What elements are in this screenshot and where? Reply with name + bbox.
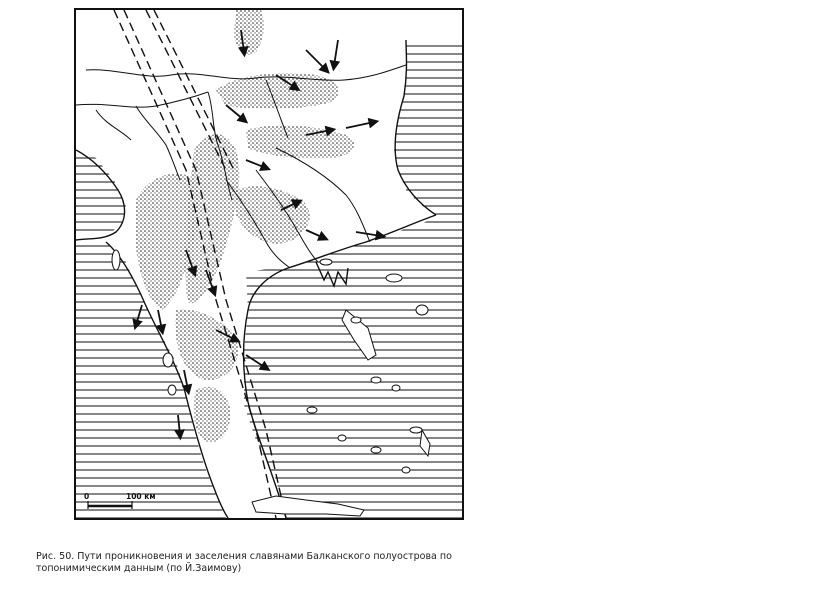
scale-bar-end-label: 100 км <box>126 492 156 501</box>
settlement-zone-north <box>234 10 264 55</box>
island <box>392 385 400 391</box>
map-figure <box>74 8 464 520</box>
river-west-tributary <box>96 110 131 140</box>
figure-caption-line2: топонимическим данным (по Й.Заимову) <box>36 563 242 574</box>
island <box>351 317 361 323</box>
migration-arrow <box>346 122 374 128</box>
migration-arrow <box>158 310 162 330</box>
scale-bar-start-label: 0 <box>84 492 90 501</box>
island <box>402 467 410 473</box>
island <box>307 407 317 413</box>
migration-arrow <box>306 50 326 70</box>
island <box>410 427 422 433</box>
figure-caption-line1: Рис. 50. Пути проникновения и заселения славянами Балканского полуострова по <box>36 551 452 562</box>
settlement-zone-central <box>185 134 239 303</box>
settlement-zone-thrace <box>246 125 354 158</box>
migration-arrow <box>306 230 324 238</box>
island <box>338 435 346 441</box>
sea-aegean <box>244 220 462 518</box>
sea-adriatic <box>76 150 126 235</box>
settlement-zone-peloponnese <box>194 387 231 442</box>
migration-arrow <box>184 370 188 390</box>
settlement-zone-macedonia <box>236 186 310 243</box>
map-svg <box>76 10 462 518</box>
island-corfu <box>112 250 120 270</box>
migration-arrow <box>334 40 338 66</box>
island-kefalonia <box>163 353 173 367</box>
river-sava <box>76 92 208 107</box>
island <box>371 377 381 383</box>
settlement-zone-thessaly <box>175 309 238 380</box>
island-zakynthos <box>168 385 176 395</box>
migration-arrow <box>246 160 266 168</box>
sea-black-sea <box>394 40 462 220</box>
island <box>320 259 332 265</box>
migration-arrow <box>356 232 381 236</box>
figure-caption <box>36 551 456 575</box>
island <box>371 447 381 453</box>
island <box>386 274 402 282</box>
island <box>416 305 428 315</box>
